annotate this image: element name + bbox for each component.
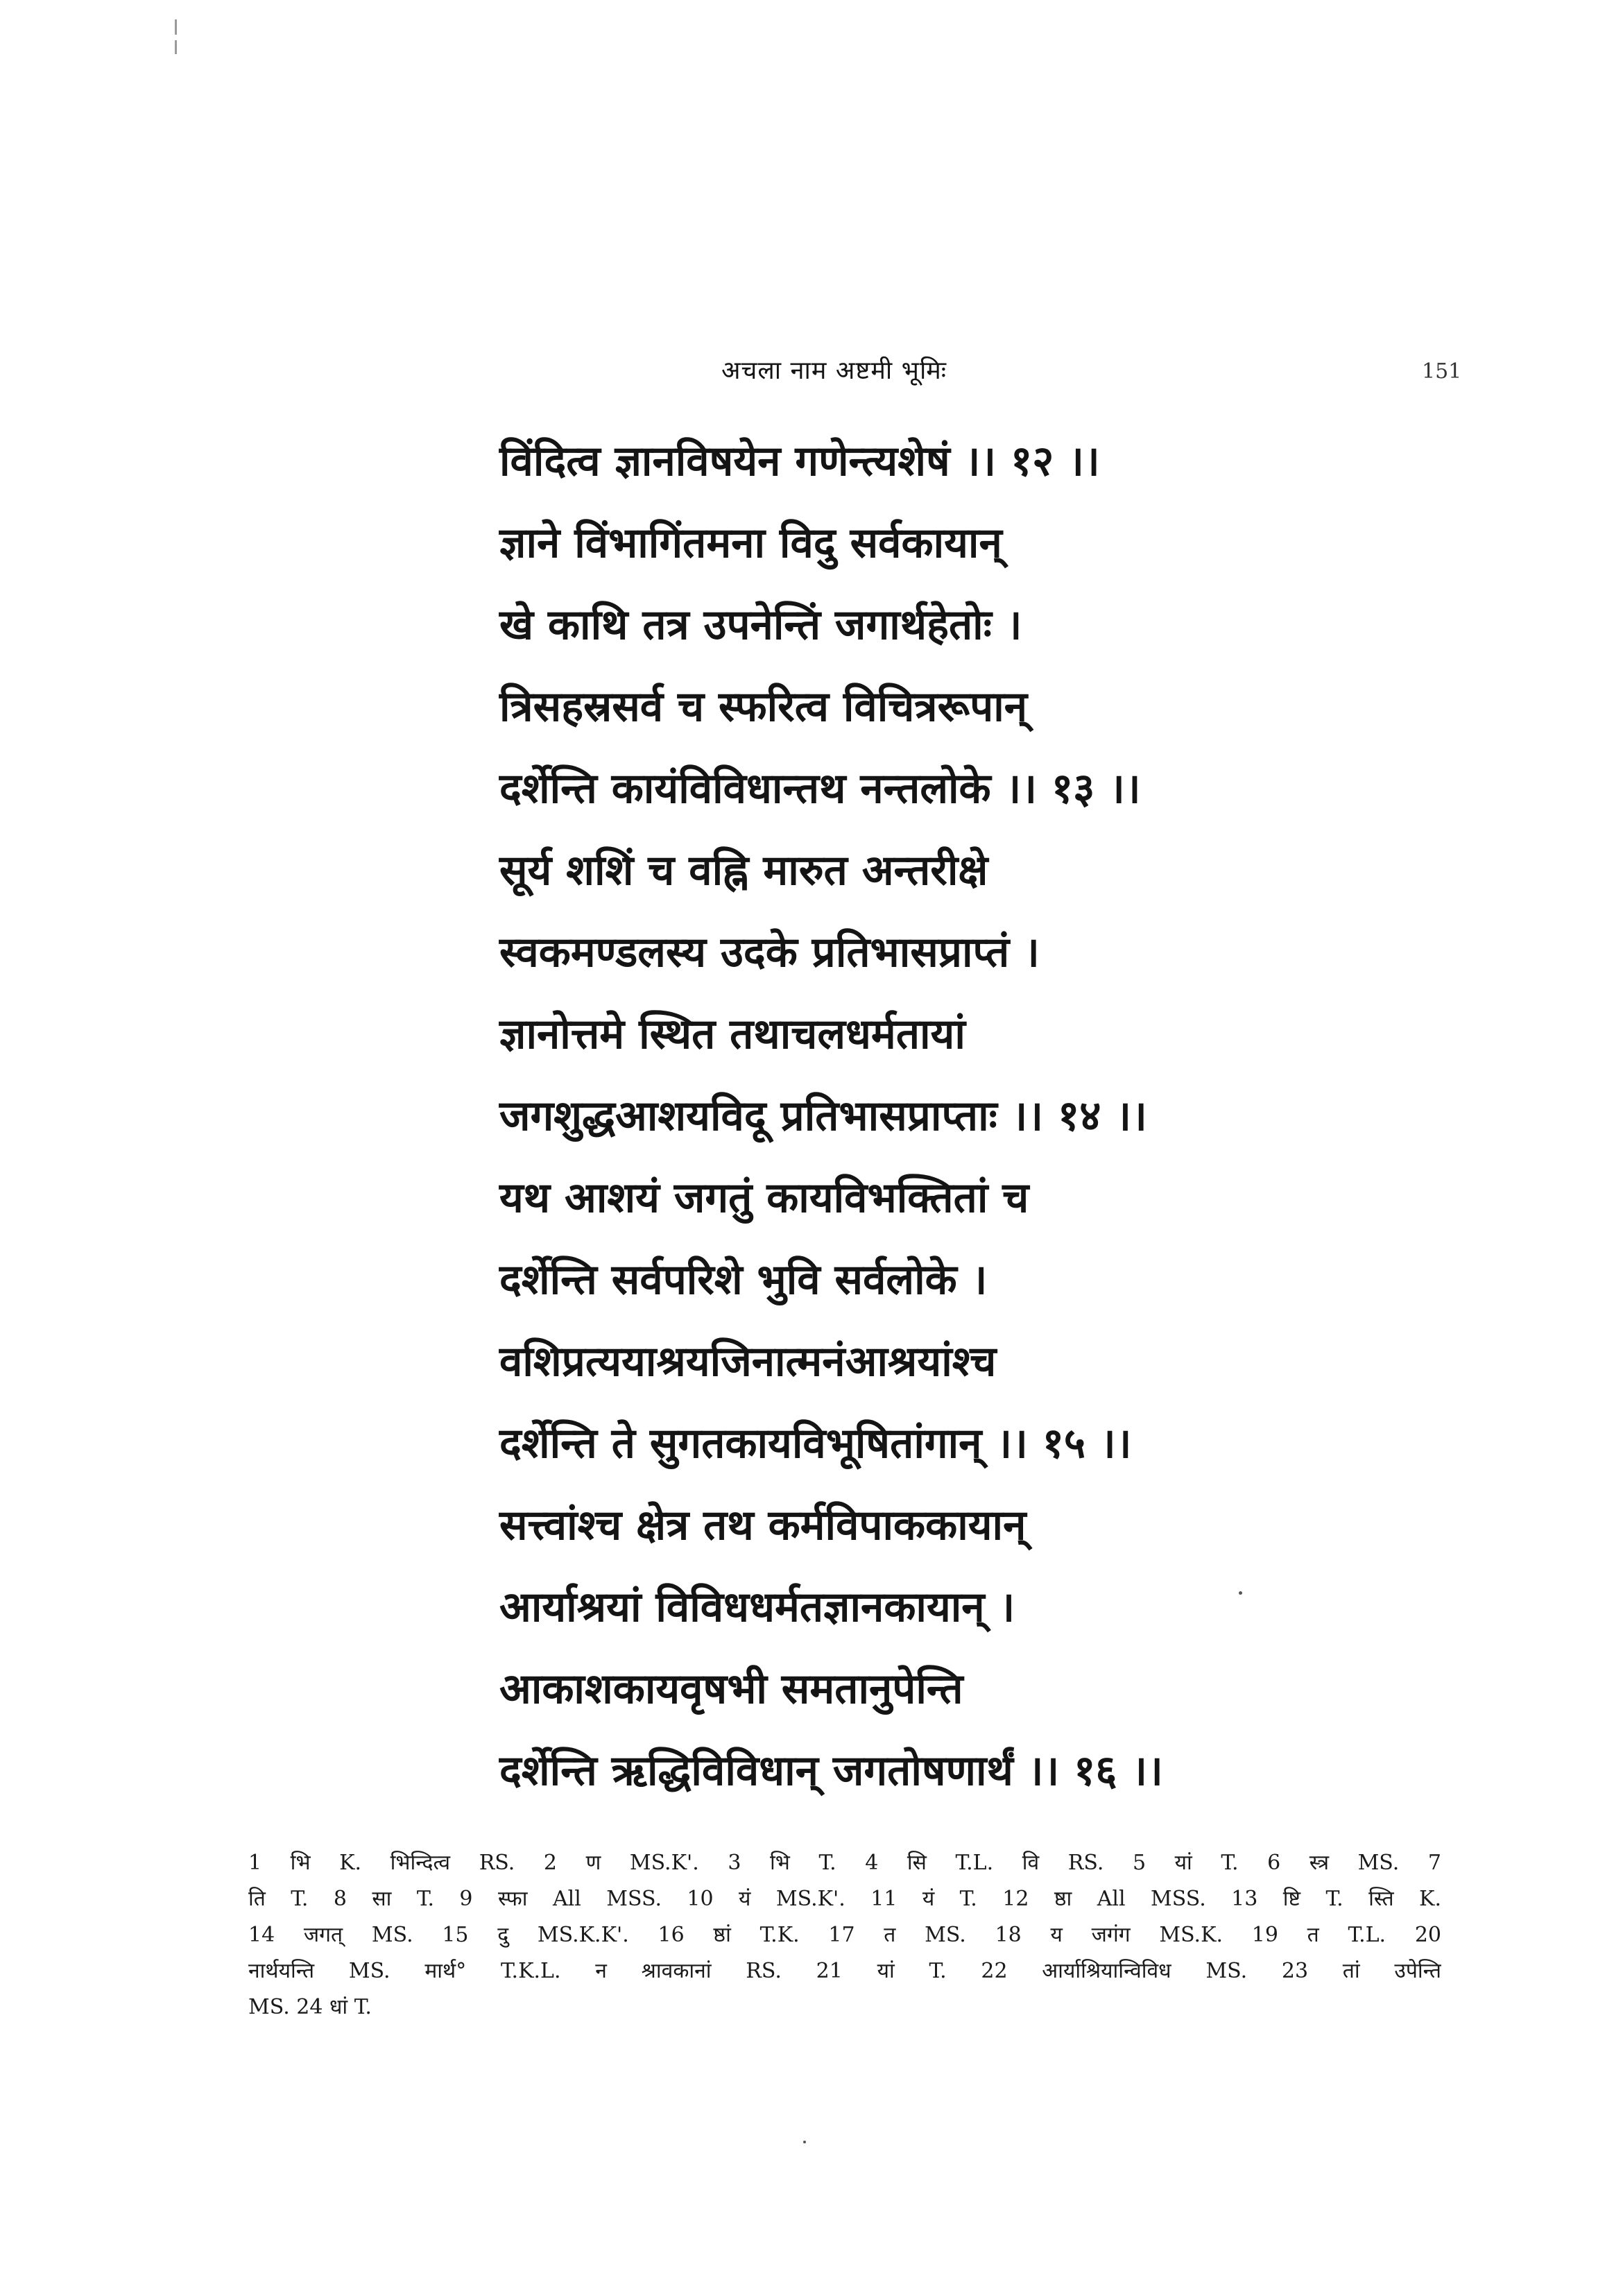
scan-speck [803, 2141, 806, 2143]
verse-line: वशिप्रत्ययाश्रयजिनात्मनंआश्रयांश्च [499, 1337, 997, 1386]
scan-edge-mark [175, 19, 177, 35]
verse-line: दर्शेन्ति सर्वपरिशे भुवि सर्वलोके । [499, 1256, 988, 1304]
verse-line: जगशुद्धआशयविदू प्रतिभासप्राप्ताः ।। १४ ।। [499, 1092, 1147, 1140]
verse-line: दर्शेन्ति ऋद्धिविविधान् जगतोषणार्थं ।। १६ ।। [499, 1747, 1163, 1795]
scan-edge-mark [175, 40, 177, 54]
page-number: 151 [1422, 359, 1462, 384]
footnote-line: नार्थयन्ति MS. मार्थ° T.K.L. न श्रावकानां RS. 21 यां T. 22 आर्याश्रियान्विविध MS. 23 तां उपेन्ति [248, 1959, 1441, 1983]
verse-line: दर्शेन्ति ते सुगतकायविभूषितांगान् ।। १५ ।। [499, 1419, 1132, 1468]
verse-line: आकाशकायवृषभी समतानुपेन्ति [499, 1665, 963, 1713]
verse-line: ज्ञाने विंभागिंतमना विदु सर्वकायान् [499, 519, 1002, 567]
verse-line: दर्शेन्ति कायंविविधान्तथ नन्तलोके ।। १३ ।। [499, 764, 1141, 813]
footnote-line: 14 जगत् MS. 15 दु MS.K.K'. 16 ष्ठां T.K. 17 त MS. 18 य जगंग MS.K. 19 त T.L. 20 [248, 1923, 1441, 1947]
verse-line: आर्याश्रयां विविधधर्मतज्ञानकायान् । [499, 1583, 1015, 1631]
footnote-line: MS. 24 धां T. [248, 1995, 372, 2019]
running-header: अचला नाम अष्टमी भूमिः [721, 357, 947, 385]
scan-speck [1239, 1591, 1242, 1595]
verse-line: खे काथि तत्र उपनेन्तिं जगार्थहेतोः । [499, 601, 1022, 649]
verse-line: ज्ञानोत्तमे स्थित तथाचलधर्मतायां [499, 1010, 965, 1059]
verse-line: सूर्य शशिं च वह्नि मारुत अन्तरीक्षे [499, 846, 988, 895]
verse-line: त्रिसहस्रसर्व च स्फरित्व विचित्ररूपान् [499, 683, 1028, 731]
footnote-line: 1 भि K. भिन्दित्व RS. 2 ण MS.K'. 3 भि T. 4 सि T.L. वि RS. 5 यां T. 6 स्त्र MS. 7 [248, 1851, 1441, 1875]
footnote-line: ति T. 8 सा T. 9 स्फा All MSS. 10 यं MS.K'. 11 यं T. 12 ष्ठा All MSS. 13 ष्टि T. स्ति K. [248, 1887, 1441, 1911]
verse-line: सत्त्वांश्च क्षेत्र तथ कर्मविपाककायान् [499, 1501, 1027, 1550]
verse-line: विंदित्व ज्ञानविषयेन गणेन्त्यशेषं ।। १२ ।। [499, 437, 1100, 486]
verse-line: यथ आशयं जगतुं कायविभक्तितां च [499, 1174, 1029, 1222]
footnotes [248, 1845, 1441, 2025]
verse-block [499, 420, 1540, 1812]
verse-line: स्वकमण्डलस्य उदके प्रतिभासप्राप्तं । [499, 928, 1040, 977]
